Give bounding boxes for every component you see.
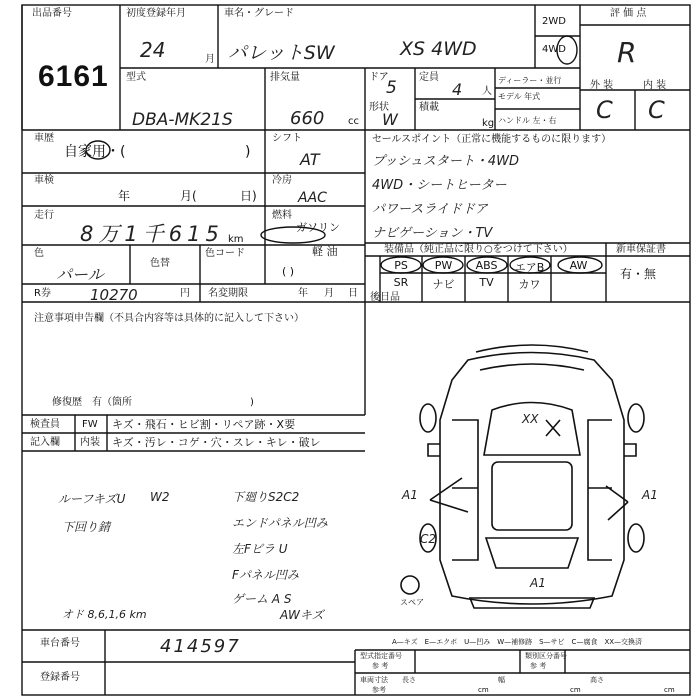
car-name: パレットSW [228,42,335,64]
recycle-label: R券 [34,288,51,299]
diagram-mark-rear: A1 [530,576,546,590]
history-label: 車歴 [34,133,54,144]
equipment-item-sr: SR [393,276,409,289]
note-left-1: ルーフキズU [58,492,126,506]
note-right-6: AWキズ [280,608,324,622]
sales-point-item: プッシュスタート・4WD [372,154,519,169]
back-order-label: 後日品 [370,292,400,303]
drive-2wd: 2WD [542,16,566,27]
interior-label: 内 装 [643,80,667,91]
warranty-value: 有・無 [620,267,657,281]
outer-frame [22,5,690,695]
height-unit: cm [664,686,675,694]
note-right-4: Fパネル凹み [232,568,299,582]
note-right-1: 下廻りS2C2 [232,490,300,504]
notes-label: 注意事項申告欄（不具合内容等は具体的に記入して下さい） [34,313,304,324]
sales-point-item: ナビゲーション・TV [372,226,493,241]
color-value: パール [56,265,104,284]
interior-note-text: キズ・汚レ・コゲ・穴・スレ・キレ・破レ [112,436,321,449]
rating-value: R [617,36,637,69]
equipment-item-tv: TV [479,276,494,289]
note-right-2: エンドパネル凹み [232,516,328,530]
history-close: ) [245,144,251,160]
dealer-label: ディーラー・並行 [498,76,562,85]
interior-note-label: 内装 [80,437,100,448]
sales-point-item: 4WD・シートヒーター [372,178,507,193]
color-swap-label: 色替 [150,258,170,269]
inspection-label: 車検 [34,175,54,186]
inspector-label-1: 検査員 [30,419,60,430]
name-change-year: 年 [298,288,308,299]
lot-label: 出品番号 [32,8,72,19]
history-value: 自家用・( [64,144,126,160]
sales-point-item: パワースライドドア [372,202,488,217]
type-designation-label: 型式指定番号 [360,652,402,660]
door-label: ドア [369,72,389,83]
shape-value: W [382,110,398,129]
aircon-value: AAC [298,190,327,206]
inspection-year: 年 [118,189,131,203]
note-right-3: 左Fピラ U [232,542,288,556]
interior-grade: C [648,96,665,124]
repair-history-label: 修復歴 有（箇所 [52,397,132,408]
equipment-item-ps: PS [394,259,408,272]
sales-points-label: セールスポイント（正常に機能するものに限ります） [372,134,612,145]
inspection-month: 月( [180,189,197,203]
shift-label: シフト [272,133,302,144]
first-reg-month-unit: 月 [205,54,215,65]
fw-text: キズ・飛石・ヒビ割・リペア跡・X要 [112,418,296,431]
equipment-item-pw: PW [434,259,453,272]
name-change-month: 月 [324,288,334,299]
model-label: 型式 [126,72,146,83]
chassis-number: 414597 [160,636,241,657]
model-year-label: モデル 年式 [498,92,541,101]
spare-label: スペア [400,598,424,607]
displacement-value: 660 [290,108,325,129]
lot-number: 6161 [38,60,109,93]
color-code-label: 色コード [205,248,245,259]
diagram-mark-rear-left: C2 [420,532,437,546]
length-unit: cm [478,686,489,694]
shift-value: AT [300,150,320,169]
note-left-1b: W2 [150,490,170,504]
exterior-label: 外 装 [590,80,614,91]
first-reg-year: 24 [140,38,166,62]
displacement-unit: cc [348,116,359,127]
dims-label: 車両寸法 [360,676,388,684]
warranty-label: 新車保証書 [616,244,666,255]
color-label: 色 [34,248,44,259]
inspector-label-2: 記入欄 [30,437,60,448]
category-label: 類別区分番号 [525,652,567,660]
category-note: 参 考 [530,662,547,670]
dims-note: 参考 [372,686,386,694]
load-label: 積載 [419,102,439,113]
length-label: 長さ [402,676,416,684]
fw-label: FW [82,419,98,430]
width-label: 幅 [498,676,505,684]
model-value: DBA-MK21S [132,110,233,130]
equipment-item-navi: ナビ [432,278,455,291]
name-change-label: 名変期限 [208,288,248,299]
repair-history-close: ) [250,397,254,408]
fuel-light-oil: 軽 油 [312,245,338,258]
car-name-label: 車名・グレード [224,8,294,19]
first-reg-label: 初度登録年月 [126,8,186,19]
car-diagram [401,345,644,608]
aircon-label: 冷房 [272,175,292,186]
grade: XS 4WD [400,38,477,60]
equipment-item-abs: ABS [475,259,498,272]
damage-legend: A—キズ E—エクボ U—凹み W—補修跡 S—サビ C—腐食 XX—交換済 [392,638,643,646]
height-label: 高さ [590,676,604,684]
shape-label: 形状 [369,102,389,113]
diagram-mark-roof: XX [522,412,539,426]
exterior-grade: C [596,96,613,124]
recycle-value: 10270 [90,286,138,304]
displacement-label: 排気量 [270,72,300,83]
equipment-item-leather: カワ [518,278,541,291]
drive-4wd: 4WD [542,44,566,55]
door-value: 5 [386,78,397,98]
load-unit: kg [482,118,495,129]
name-change-day: 日 [348,288,358,299]
mileage-label: 走行 [34,210,54,221]
capacity-value: 4 [452,80,463,99]
note-left-3: オド 8,6,1,6 km [62,608,147,621]
fuel-label: 燃料 [272,210,292,221]
type-designation-note: 参 考 [372,662,389,670]
equipment-item-airbag: エアB [514,261,545,274]
note-right-5: ゲーム A S [232,592,292,606]
equipment-item-aw: AW [569,259,588,272]
inspection-day: 日) [240,189,257,203]
equipment-label: 装備品（純正品に限り○をつけて下さい） [384,244,573,255]
recycle-unit: 円 [180,288,190,299]
reg-label: 登録番号 [40,672,80,683]
fuel-gasoline: ガソリン [296,221,340,234]
handle-label: ハンドル 左・右 [498,116,557,125]
mileage-unit: km [228,234,244,245]
note-left-2: 下回り錆 [62,520,111,534]
width-unit: cm [570,686,581,694]
chassis-label: 車台番号 [40,638,80,649]
fuel-paren: ( ) [282,265,295,278]
diagram-mark-right-door: A1 [642,488,658,502]
diagram-mark-left-door: A1 [402,488,418,502]
capacity-label: 定員 [419,72,439,83]
mileage-value: 8万1千615 [80,222,224,246]
capacity-unit: 人 [482,86,492,97]
rating-label: 評 価 点 [610,8,647,19]
